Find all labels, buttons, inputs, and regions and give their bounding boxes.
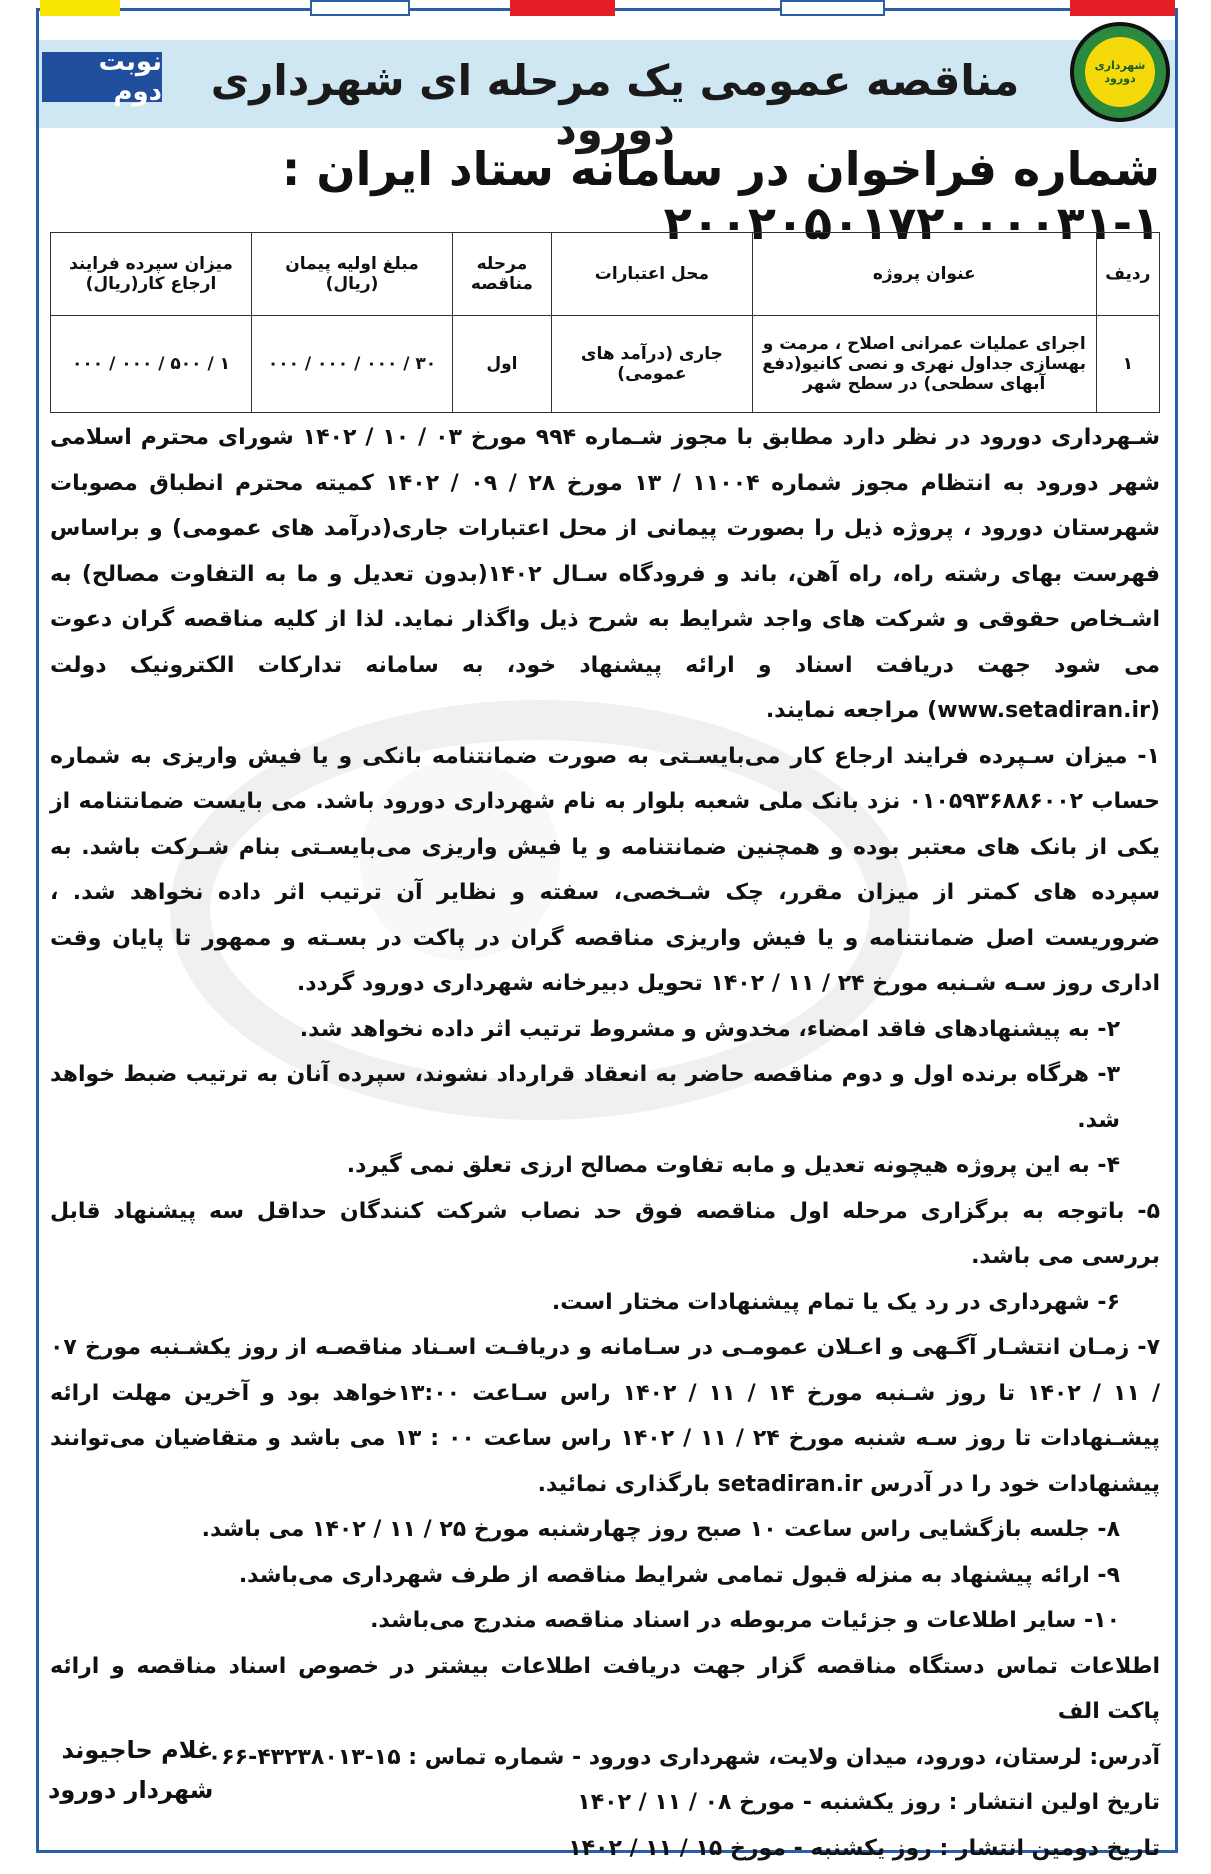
municipality-logo-icon bbox=[1070, 22, 1170, 122]
condition-item: ۲- به پیشنهادهای فاقد امضاء، مخدوش و مشروط ترتیب اثر داده نخواهد شد. bbox=[299, 1016, 1120, 1042]
top-strip-yellow bbox=[40, 0, 120, 16]
cell-row: ۱ bbox=[1096, 316, 1159, 413]
condition-item: ۸- جلسه بازگشایی راس ساعت ۱۰ صبح روز چهارشنبه مورخ ۲۵ / ۱۱ / ۱۴۰۲ می باشد. bbox=[201, 1517, 1120, 1542]
publication-badge: نوبت دوم bbox=[42, 52, 162, 102]
col-deposit: میزان سپرده فرایند ارجاع کار(ریال) bbox=[51, 233, 252, 316]
condition-item: ۷- زمـان انتشـار آگـهی و اعـلان عمومـی در سـامانه و دریافـت اسـناد مناقصـه از روز یکشـنبه مورخ ۰۷ / ۱۱ / ۱۴۰۲ تا روز شـنبه مورخ ۱۴ / ۱۱ / ۱۴۰۲ راس سـاعت ۱۳:۰۰خواهد بود و آخرین مهلت ارائه پیشـنهادات تا روز سـه شنبه مورخ ۲۴ / ۱۱ / ۱۴۰۲ راس ساعت ۰۰ : ۱۳ می باشد و متقاضیان می‌توانند پیشنهادات خود را در آدرس setadiran.ir بارگذاری نمائید. bbox=[50, 1335, 1161, 1497]
condition-item: ۱۰- سایر اطلاعات و جزئیات مربوطه در اسناد مناقصه مندرج می‌باشد. bbox=[370, 1608, 1120, 1633]
signer-role: شهردار دورود bbox=[48, 1776, 214, 1804]
col-row: ردیف bbox=[1096, 233, 1159, 316]
cell-deposit: ۱ / ۵۰۰ / ۰۰۰ / ۰۰۰ bbox=[51, 316, 252, 413]
projects-table bbox=[50, 232, 1160, 413]
cell-funding: جاری (درآمد های عمومی) bbox=[551, 316, 752, 413]
contact-info: اطلاعات تماس دستگاه مناقصه گزار جهت دریافت اطلاعات بیشتر در خصوص اسناد مناقصه و ارائه پاکت الف bbox=[50, 1653, 1160, 1724]
logo-text: شهرداری bbox=[1094, 59, 1146, 72]
top-strip-white bbox=[310, 0, 410, 16]
top-strip-red bbox=[1070, 0, 1175, 16]
tender-number: شماره فراخوان در سامانه ستاد ایران : ۱-۲۰۰۲۰۵۰۱۷۲۰۰۰۰۳۱ bbox=[281, 142, 1160, 250]
first-publication-date: تاریخ اولین انتشار : روز یکشنبه - مورخ ۰۸ / ۱۱ / ۱۴۰۲ bbox=[577, 1790, 1160, 1815]
announcement-body bbox=[50, 415, 1160, 1871]
top-strip-red bbox=[510, 0, 615, 16]
condition-item: ۳- هرگاه برنده اول و دوم مناقصه حاضر به انعقاد قرارداد نشوند، سپرده آنان به ترتیب ضبط خواهد شد. bbox=[50, 1062, 1120, 1133]
cell-title: اجرای عملیات عمرانی اصلاح ، مرمت و بهسازی جداول نهری و نصی کانیو(دفع آبهای سطحی) در سطح شهر bbox=[752, 316, 1096, 413]
second-publication-date: تاریخ دومین انتشار : روز یکشنبه - مورخ ۱۵ / ۱۱ / ۱۴۰۲ bbox=[568, 1835, 1160, 1861]
condition-item: ۹- ارائه پیشنهاد به منزله قبول تمامی شرایط مناقصه از طرف شهرداری می‌باشد. bbox=[238, 1562, 1120, 1588]
address-info: آدرس: لرستان، دورود، میدان ولایت، شهرداری دورود - شماره تماس : ۱۵-۴۳۲۳۸۰۱۳-۰۶۶ bbox=[207, 1744, 1160, 1770]
logo-text: دورود bbox=[1104, 72, 1136, 85]
condition-item: ۵- باتوجه به برگزاری مرحله اول مناقصه فوق حد نصاب شرکت کنندگان حداقل سه پیشنهاد قابل بررسی می باشد. bbox=[50, 1198, 1160, 1269]
condition-item: ۴- به این پروژه هیچونه تعدیل و مابه تفاوت مصالح ارزی تعلق نمی گیرد. bbox=[346, 1153, 1120, 1178]
logo-center bbox=[1085, 37, 1155, 107]
table-row bbox=[51, 316, 1160, 413]
cell-stage: اول bbox=[452, 316, 551, 413]
col-initial-amount: مبلغ اولیه پیمان (ریال) bbox=[252, 233, 453, 316]
condition-item: ۱- میزان سـپرده فرایند ارجاع کار می‌بایسـتی به صورت ضمانتنامه بانکی و یا فیش واریزی به شماره حساب ۰۱۰۵۹۳۶۸۸۶۰۰۲ نزد بانک ملی شعبه بلوار به نام شهرداری دورود باشد. می بایست ضمانتنامه از یکی از بانک های معتبر بوده و همچنین ضمانتنامه و یا فیش واریزی می‌بایسـتی بنام شـرکت باشد. به سپرده های کمتر از میزان مقرر، چک شـخصی، سفته و نظایر آن ترتیب اثر داده نخواهد شد. ، ضروریست اصل ضمانتنامه و یا فیش واریزی مناقصه گران در پاکت در بسـته و ممهور تا پایان وقت اداری روز سـه شـنبه مورخ ۲۴ / ۱۱ / ۱۴۰۲ تحویل دبیرخانه شهرداری دورود گردد. bbox=[50, 743, 1160, 996]
top-strip-white bbox=[780, 0, 885, 16]
page-title: مناقصه عمومی یک مرحله ای شهرداری دورود bbox=[210, 56, 1020, 154]
table-header-row bbox=[51, 233, 1160, 316]
condition-item: ۶- شهرداری در رد یک یا تمام پیشنهادات مختار است. bbox=[551, 1289, 1120, 1315]
intro-paragraph: شـهرداری دورود در نظر دارد مطابق با مجوز شـماره ۹۹۴ مورخ ۰۳ / ۱۰ / ۱۴۰۲ شورای محترم اسلامی شهر دورود به انتظام مجوز شماره ۱۱۰۰۴ / ۱۳ مورخ ۲۸ / ۰۹ / ۱۴۰۲ کمیته محترم انطباق مصوبات شهرستان دورود ، پروژه ذیل را بصورت پیمانی از محل اعتبارات جاری(درآمد های عمومی) و براساس فهرست بهای رشته راه، راه آهن، باند و فرودگاه سـال ۱۴۰۲(بدون تعدیل و ما به التفاوت مصالح) به اشـخاص حقوقی و شرکت های واجد شرایط به شرح ذیل واگذار نماید. لذا از کلیه مناقصه گران دعوت می شود جهت دریافت اسناد و ارائه پیشنهاد خود، به سامانه تدارکات الکترونیک دولت (www.setadiran.ir) مراجعه نمایند. bbox=[50, 425, 1160, 723]
cell-initial-amount: ۳۰ / ۰۰۰ / ۰۰۰ / ۰۰۰ bbox=[252, 316, 453, 413]
col-funding: محل اعتبارات bbox=[551, 233, 752, 316]
signature-block bbox=[48, 1730, 213, 1810]
signer-name: غلام حاجیوند bbox=[61, 1736, 214, 1764]
col-stage: مرحله مناقصه bbox=[452, 233, 551, 316]
col-title: عنوان پروژه bbox=[752, 233, 1096, 316]
